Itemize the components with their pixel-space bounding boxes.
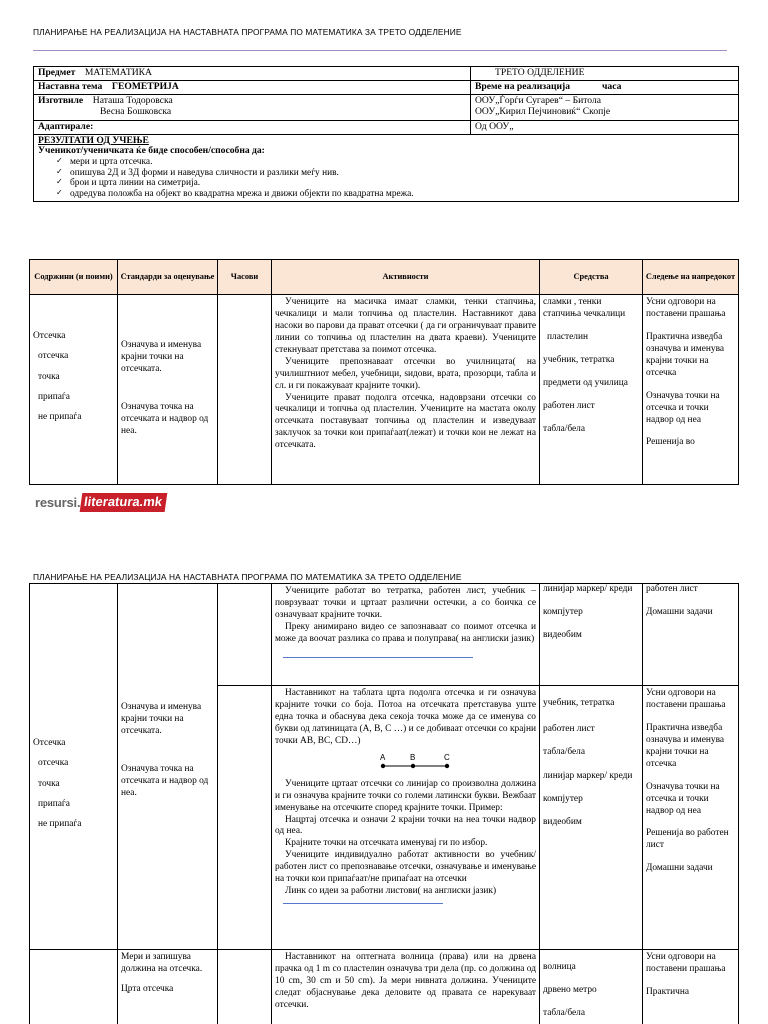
header-rule [33, 50, 727, 51]
time-cell: Време на реализација часа [471, 81, 739, 95]
col-header-tracking: Следење на напредокот [643, 260, 739, 295]
content-cell: Отсечка отсечка точка припаѓа не припаѓа [30, 584, 118, 950]
subject-cell: Предмет МАТЕМАТИКА [34, 67, 471, 81]
plan-table-2 [29, 583, 739, 1024]
activity-cell: Учениците работат во тетратка, работен лист, учебник – поврзуваат точки и цртаат различни остечки, а со боичка се означуваат крајните точки. Преку анимирано видео се запознаваат со поимот отсечка и може да воочат разлика со права и полуправа( на англиски јазик) [272, 584, 540, 686]
hours-cell [218, 295, 272, 485]
content-cell: Отсечка отсечка точка припаѓа не припаѓа [30, 295, 118, 485]
results-cell [34, 134, 739, 202]
col-header-standards: Стандарди за оценување [118, 260, 218, 295]
info-table [33, 66, 739, 202]
activity-cell: Учениците на масичка имаат сламки, тенки стапчиња, чечкалици и мали топчиња од пластелин. Наставникот дава насоки во парови да прават отсечки ( да ги ограничуваат правите линии со топчиња од пластелин на двата краеви). Учениците стекнуваат претстава за поимот отсечка. Учениците препознаваат отсечки во училницата( на училиштниот мебел, учебници, ѕидови, врата, прозорци, табла и сл. и ги покажуваат крајните точки). Учениците прават подолга отсечка, надоврзани отсечки со чечкалици и топчња од пластелин. Учениците на мастата околу отсечката поставуваат топчиња од пластелин и изведуваат заклучок за точки кои припаѓаат(лежат) и точки кои не лежат на отсечката. [272, 295, 540, 485]
schools-cell: ООУ„Ѓорѓи Сугарев“ – Битола ООУ„Кирил Пејчиновиќ“ Скопје [471, 95, 739, 121]
checkmark-icon: ✓ [56, 166, 63, 176]
resources-cell: сламки , тенки стапчиња чечкалици пластелин учебник, тетратка предмети од училица работен лист табла/бела [540, 295, 643, 485]
standards-cell: Мери и запишува должина на отсечка. Црта отсечка [118, 950, 218, 1024]
results-intro: Ученикот/ученичката ќе биде способен/способна да: [38, 145, 265, 157]
standards-cell: Означува и именува крајни точки на отсечката. Означува точка на отсечката и надвор од неа. [118, 584, 218, 950]
label-c: C [444, 752, 450, 762]
result-item: ✓ одредува положба на објект во квадратна мрежа и движи објекти по квадратна мрежа. [56, 187, 414, 199]
worksheet-link[interactable] [283, 903, 443, 904]
result-item: ✓ опишува 2Д и 3Д форми и наведува сличности и разлики меѓу нив. [56, 166, 339, 178]
page-header: ПЛАНИРАЊЕ НА РЕАЛИЗАЦИЈА НА НАСТАВНАТА ПРОГРАМА ПО МАТЕМАТИКА ЗА ТРЕТО ОДДЕЛЕНИЕ [33, 27, 462, 37]
checkmark-icon: ✓ [56, 156, 63, 166]
col-header-resources: Средства [540, 260, 643, 295]
authors-cell: Изготвиле Наташа Тодоровска Весна Бошковска [34, 95, 471, 121]
col-header-activities: Активности [272, 260, 540, 295]
resursi-logo[interactable]: resursi. literatura.mk [35, 493, 166, 512]
hours-cell [218, 584, 272, 686]
tracking-cell: работен лист Домашни задачи [643, 584, 739, 686]
point-a [381, 763, 385, 767]
point-b [411, 763, 415, 767]
adapted-cell: Адаптирале: [34, 121, 471, 135]
hours-cell [218, 686, 272, 950]
resources-cell: учебник, тетратка работен лист табла/бела линијар маркер/ креди компјутер видеобим [540, 686, 643, 950]
grade-cell: ТРЕТО ОДДЕЛЕНИЕ [471, 67, 739, 81]
activity-cell: Наставникот на таблата црта подолга отсечка и ги означува крајните точки со боја. Потоа на отсечката претставува уште една точка и обаснува дека секоја точка може да се именува со букви од латиницата (A, B, C …) и се добиваат отсечки со крајни точки AB, BC, CD…) A B C Учениците цртаат отсечки со линијар со произволна должина и ги означува крајните точки со големи латински букви. Вежбаат именување на отсечките според крајните точки. Пример: Нацртај отсечка и означи 2 крајни точки на неа точки надвор од неа. Крајните точки на отсечката именувај ги по избор. Учениците индивидуално работат активности во учебник/работен лист со препознавање отсечки, означување и именување на точки кои припаѓаат/не припаѓаат на отсечки Линк со идеи за работни листови( на англиски јазик) [272, 686, 540, 950]
label-a: A [380, 752, 386, 762]
col-header-content: Содржини (и поими) [30, 260, 118, 295]
results-title: РЕЗУЛТАТИ ОД УЧЕЊЕ [38, 134, 149, 146]
video-link[interactable] [283, 657, 473, 658]
page-header-2: ПЛАНИРАЊЕ НА РЕАЛИЗАЦИЈА НА НАСТАВНАТА ПРОГРАМА ПО МАТЕМАТИКА ЗА ТРЕТО ОДДЕЛЕНИЕ [33, 572, 462, 582]
checkmark-icon: ✓ [56, 187, 63, 197]
label-b: B [410, 752, 416, 762]
hours-cell [218, 950, 272, 1024]
point-c [445, 763, 449, 767]
content-cell [30, 950, 118, 1024]
checkmark-icon: ✓ [56, 177, 63, 187]
segment-diagram [375, 750, 485, 776]
standards-cell: Означува и именува крајни точки на отсечката. Означува точка на отсечката и надвор од неа. [118, 295, 218, 485]
adapted-school-cell: Од ООУ„ [471, 121, 739, 135]
result-item: ✓ брои и црта линии на симетрија. [56, 177, 201, 189]
resources-cell: волница дрвено метро табла/бела [540, 950, 643, 1024]
result-item: ✓ мери и црта отсечка. [56, 156, 153, 168]
col-header-hours: Часови [218, 260, 272, 295]
activity-cell: Наставникот на оптегната волница (права) или на дрвена прачка од 1 m со пластелин означува три дела (пр. со должина од 10 cm, 30 cm и 50 cm). Ја мери нивната должина. Учениците следат објаснување дека деловите од правата се нарекуваат отсечки. [272, 950, 540, 1024]
tracking-cell: Усни одговори на поставени прашања Практична изведба означува и именува крајни точки на отсечка Означува точки на отсечка и точки надвор од неа Решенија во [643, 295, 739, 485]
plan-table-1 [29, 259, 739, 485]
theme-cell: Наставна тема ГЕОМЕТРИЈА [34, 81, 471, 95]
tracking-cell: Усни одговори на поставени прашања Практична [643, 950, 739, 1024]
resources-cell: линијар маркер/ креди компјутер видеобим [540, 584, 643, 686]
tracking-cell: Усни одговори на поставени прашања Практична изведба означува и именува крајни точки на отсечка Означува точки на отсечка и точки надвор од неа Решенија во работен лист Домашни задачи [643, 686, 739, 950]
